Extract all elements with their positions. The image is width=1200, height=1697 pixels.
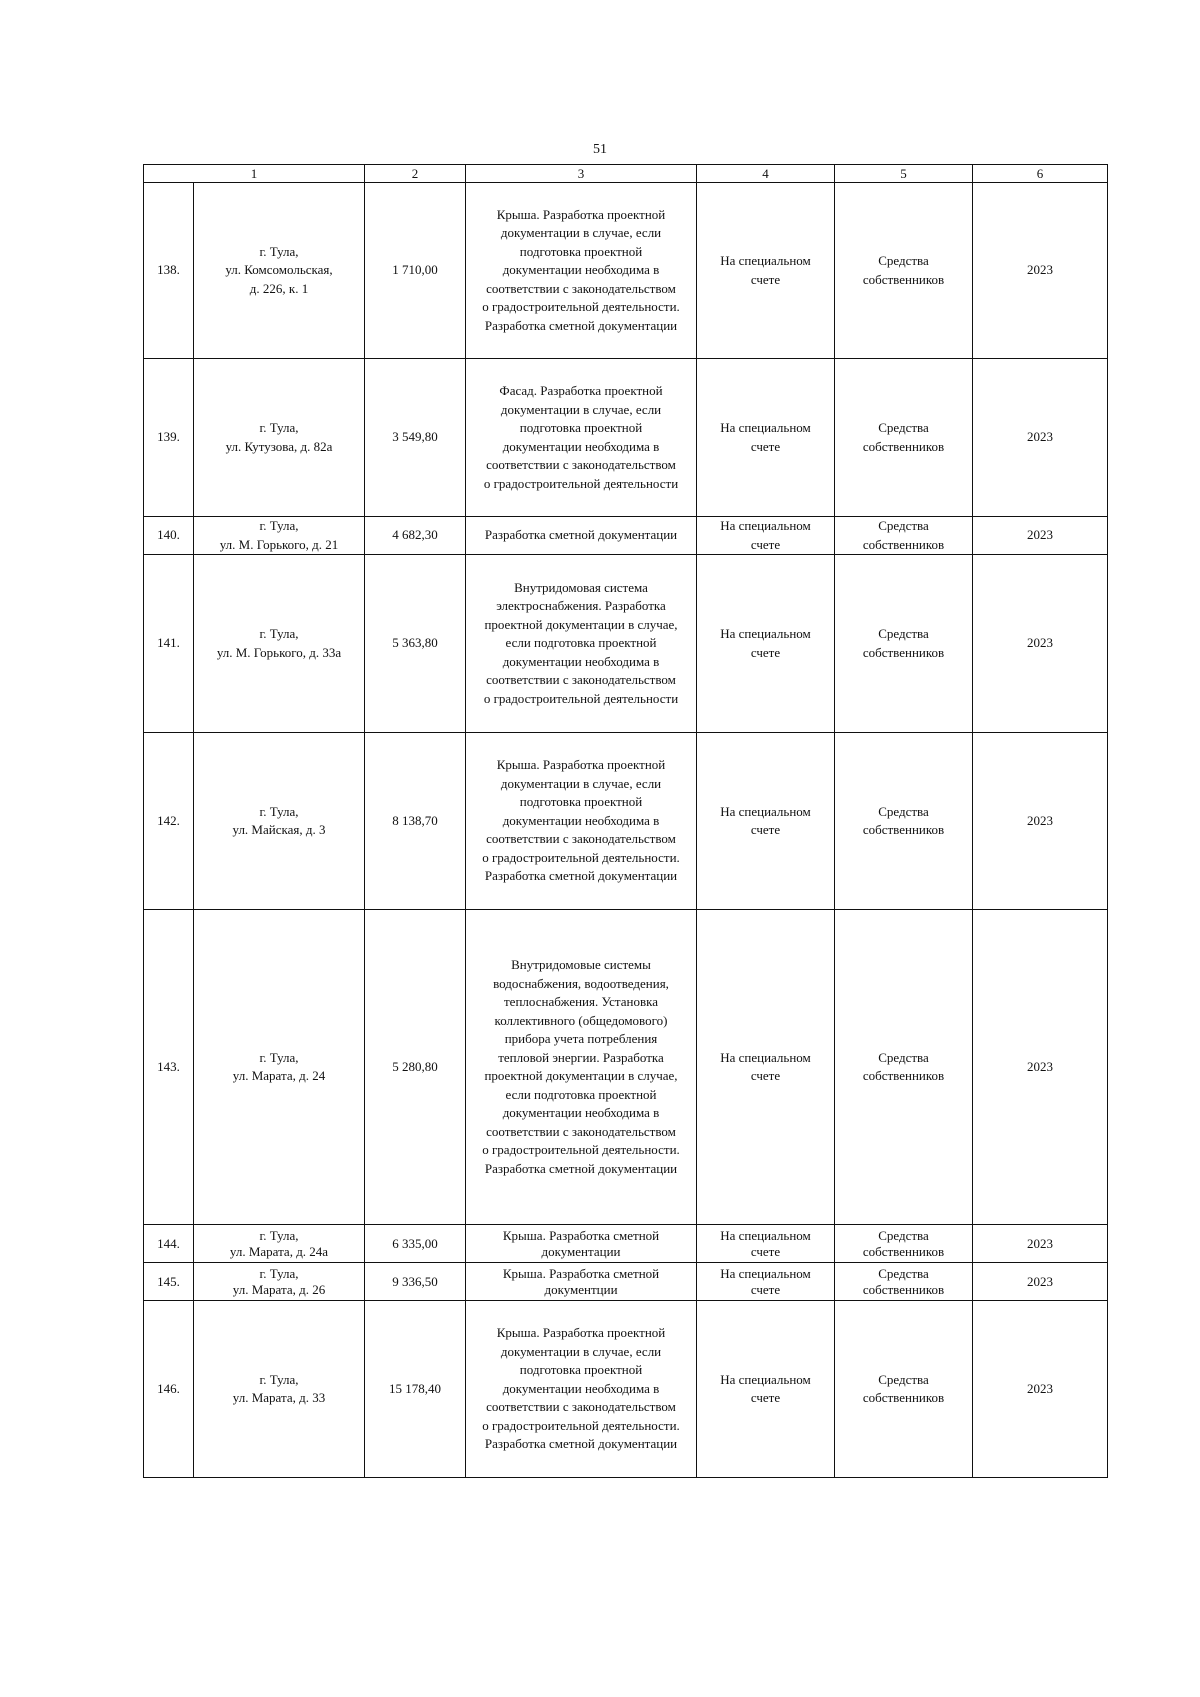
amount-cell: 1 710,00 bbox=[365, 183, 466, 359]
table-row bbox=[144, 359, 1108, 517]
funding-source-cell bbox=[835, 1225, 973, 1263]
work-type-cell bbox=[466, 1225, 697, 1263]
address-cell bbox=[194, 1301, 365, 1478]
address-cell-line: г. Тула, bbox=[259, 518, 299, 533]
funding-source-cell-line: Средства bbox=[878, 803, 929, 819]
work-type-cell-line: документации необходима в bbox=[502, 1105, 660, 1120]
work-type-cell-line: водоснабжения, водоотведения, bbox=[493, 975, 669, 991]
account-cell bbox=[697, 517, 835, 555]
table-row bbox=[144, 733, 1108, 910]
work-type-cell-line: Крыша. Разработка сметной bbox=[502, 1265, 660, 1281]
header-cell-2: 2 bbox=[365, 165, 466, 183]
work-type-cell-line: о градостроительной деятельности bbox=[483, 475, 679, 491]
work-type-cell-line: проектной документации в случае, bbox=[484, 1068, 678, 1083]
work-type-cell-line: документации необходима в bbox=[502, 1380, 660, 1396]
account-cell-line: счете bbox=[750, 536, 781, 552]
funding-source-cell bbox=[835, 555, 973, 733]
work-type-cell-line: Разработка сметной документации bbox=[484, 1436, 678, 1452]
year-cell: 2023 bbox=[973, 910, 1108, 1225]
address-cell-line: г. Тула, bbox=[259, 1227, 299, 1243]
account-cell-line: счете bbox=[750, 1390, 781, 1405]
table-row bbox=[144, 1225, 1108, 1263]
work-type-cell-line: соответствии с законодательством bbox=[486, 1399, 676, 1415]
funding-source-cell-line: собственников bbox=[862, 644, 945, 660]
year-cell: 2023 bbox=[973, 517, 1108, 555]
work-type-cell-line: соответствии с законодательством bbox=[486, 672, 676, 688]
address-cell-line: г. Тула, bbox=[259, 1049, 299, 1065]
account-cell-line: счете bbox=[750, 438, 781, 454]
address-cell bbox=[194, 733, 365, 910]
work-type-cell-line: соответствии с законодательством bbox=[486, 457, 676, 472]
row-number: 142. bbox=[144, 733, 194, 910]
header-cell-4: 4 bbox=[697, 165, 835, 183]
account-cell-line: счете bbox=[750, 1068, 781, 1083]
work-type-cell-line: документации в случае, если bbox=[500, 225, 662, 241]
work-type-cell-line: Крыша. Разработка проектной bbox=[496, 757, 666, 773]
address-cell-line: г. Тула, bbox=[259, 803, 299, 819]
work-type-cell bbox=[466, 517, 697, 555]
table-header-row bbox=[144, 165, 1108, 183]
funding-source-cell-line: собственников bbox=[862, 1390, 945, 1405]
year-cell: 2023 bbox=[973, 183, 1108, 359]
account-cell-line: На специальном bbox=[720, 1049, 811, 1065]
work-type-cell-line: документации в случае, если bbox=[500, 1343, 662, 1359]
work-type-cell-line: теплоснабжения. Установка bbox=[504, 994, 658, 1009]
work-type-cell-line: Разработка сметной документации bbox=[484, 527, 678, 543]
row-number: 144. bbox=[144, 1225, 194, 1263]
header-cell-3: 3 bbox=[466, 165, 697, 183]
work-type-cell-line: Крыша. Разработка проектной bbox=[496, 1325, 666, 1341]
address-cell-line: ул. М. Горького, д. 33а bbox=[216, 644, 342, 660]
funding-source-cell-line: собственников bbox=[862, 271, 945, 287]
header-cell-5: 5 bbox=[835, 165, 973, 183]
address-cell bbox=[194, 910, 365, 1225]
account-cell-line: На специальном bbox=[720, 626, 811, 641]
work-type-cell-line: Внутридомовые системы bbox=[511, 957, 651, 972]
work-type-cell-line: документации в случае, если bbox=[500, 775, 662, 791]
address-cell-line: г. Тула, bbox=[259, 626, 299, 641]
row-number: 140. bbox=[144, 517, 194, 555]
address-cell bbox=[194, 517, 365, 555]
table-row bbox=[144, 517, 1108, 555]
work-type-cell-line: о градостроительной деятельности bbox=[483, 690, 679, 706]
address-cell-line: ул. Комсомольская, bbox=[225, 262, 333, 278]
account-cell-line: На специальном bbox=[720, 1227, 811, 1243]
funding-source-cell-line: Средства bbox=[878, 1371, 929, 1387]
work-type-cell bbox=[466, 1263, 697, 1301]
funding-source-cell bbox=[835, 517, 973, 555]
work-type-cell-line: о градостроительной деятельности. bbox=[482, 1142, 680, 1157]
address-cell-line: ул. Марата, д. 33 bbox=[232, 1390, 326, 1405]
work-type-cell-line: подготовка проектной bbox=[519, 243, 643, 259]
work-type-cell-line: документции bbox=[544, 1281, 618, 1297]
account-cell bbox=[697, 1225, 835, 1263]
address-cell-line: г. Тула, bbox=[259, 243, 299, 259]
account-cell bbox=[697, 733, 835, 910]
funding-source-cell bbox=[835, 1263, 973, 1301]
work-type-cell-line: соответствии с законодательством bbox=[486, 280, 676, 296]
account-cell-line: На специальном bbox=[720, 420, 811, 435]
funding-source-cell-line: собственников bbox=[862, 822, 945, 837]
row-number: 141. bbox=[144, 555, 194, 733]
address-cell-line: ул. М. Горького, д. 21 bbox=[219, 536, 339, 552]
row-number: 138. bbox=[144, 183, 194, 359]
work-type-cell bbox=[466, 1301, 697, 1478]
address-cell-line: ул. Кутузова, д. 82а bbox=[225, 438, 333, 454]
account-cell-line: На специальном bbox=[720, 253, 811, 268]
funding-source-cell-line: собственников bbox=[862, 536, 945, 552]
address-cell-line: г. Тула, bbox=[259, 420, 299, 435]
address-cell-line: ул. Марата, д. 24а bbox=[229, 1243, 329, 1259]
amount-cell: 4 682,30 bbox=[365, 517, 466, 555]
row-number: 139. bbox=[144, 359, 194, 517]
work-type-cell-line: если подготовка проектной bbox=[505, 1086, 657, 1102]
year-cell: 2023 bbox=[973, 1301, 1108, 1478]
work-type-cell-line: подготовка проектной bbox=[519, 420, 643, 435]
account-cell-line: На специальном bbox=[720, 1265, 811, 1281]
work-type-cell-line: тепловой энергии. Разработка bbox=[498, 1049, 664, 1065]
table-row bbox=[144, 910, 1108, 1225]
funding-source-cell-line: Средства bbox=[878, 420, 929, 435]
funding-source-cell-line: Средства bbox=[878, 1265, 929, 1281]
funding-source-cell-line: Средства bbox=[878, 1049, 929, 1065]
row-number: 146. bbox=[144, 1301, 194, 1478]
account-cell-line: счете bbox=[750, 822, 781, 837]
table-row bbox=[144, 1301, 1108, 1478]
address-cell bbox=[194, 1225, 365, 1263]
address-cell-line: г. Тула, bbox=[259, 1265, 299, 1281]
work-type-cell-line: Внутридомовая система bbox=[514, 579, 648, 595]
work-type-cell-line: прибора учета потребления bbox=[504, 1031, 658, 1046]
amount-cell: 3 549,80 bbox=[365, 359, 466, 517]
year-cell: 2023 bbox=[973, 733, 1108, 910]
funding-source-cell-line: собственников bbox=[862, 438, 945, 454]
amount-cell: 15 178,40 bbox=[365, 1301, 466, 1478]
funding-source-cell bbox=[835, 183, 973, 359]
funding-source-cell-line: собственников bbox=[862, 1243, 945, 1259]
amount-cell: 6 335,00 bbox=[365, 1225, 466, 1263]
amount-cell: 5 280,80 bbox=[365, 910, 466, 1225]
work-type-cell-line: документации необходима в bbox=[502, 653, 660, 669]
works-table bbox=[143, 164, 1108, 1478]
account-cell bbox=[697, 183, 835, 359]
address-cell-line: г. Тула, bbox=[259, 1371, 299, 1387]
year-cell: 2023 bbox=[973, 1225, 1108, 1263]
account-cell-line: На специальном bbox=[720, 803, 811, 819]
account-cell bbox=[697, 359, 835, 517]
row-number: 145. bbox=[144, 1263, 194, 1301]
account-cell bbox=[697, 555, 835, 733]
work-type-cell-line: документации bbox=[541, 1243, 621, 1259]
work-type-cell-line: документации необходима в bbox=[502, 812, 660, 828]
work-type-cell-line: Крыша. Разработка проектной bbox=[496, 206, 666, 222]
work-type-cell bbox=[466, 733, 697, 910]
funding-source-cell-line: собственников bbox=[862, 1281, 945, 1297]
work-type-cell-line: подготовка проектной bbox=[519, 794, 643, 810]
work-type-cell-line: подготовка проектной bbox=[519, 1362, 643, 1378]
funding-source-cell bbox=[835, 910, 973, 1225]
year-cell: 2023 bbox=[973, 1263, 1108, 1301]
address-cell bbox=[194, 1263, 365, 1301]
row-number: 143. bbox=[144, 910, 194, 1225]
work-type-cell-line: Фасад. Разработка проектной bbox=[499, 383, 663, 398]
work-type-cell-line: документации в случае, если bbox=[500, 401, 662, 417]
work-type-cell bbox=[466, 183, 697, 359]
funding-source-cell bbox=[835, 359, 973, 517]
work-type-cell-line: электроснабжения. Разработка bbox=[496, 598, 666, 614]
amount-cell: 5 363,80 bbox=[365, 555, 466, 733]
funding-source-cell-line: собственников bbox=[862, 1068, 945, 1083]
work-type-cell-line: соответствии с законодательством bbox=[486, 831, 676, 847]
address-cell-line: д. 226, к. 1 bbox=[249, 280, 309, 296]
work-type-cell-line: о градостроительной деятельности. bbox=[482, 849, 680, 865]
work-type-cell-line: Разработка сметной документации bbox=[484, 1160, 678, 1176]
year-cell: 2023 bbox=[973, 359, 1108, 517]
address-cell-line: ул. Марата, д. 24 bbox=[232, 1068, 326, 1083]
work-type-cell-line: проектной документации в случае, bbox=[484, 616, 678, 632]
funding-source-cell-line: Средства bbox=[878, 626, 929, 641]
funding-source-cell-line: Средства bbox=[878, 1227, 929, 1243]
year-cell: 2023 bbox=[973, 555, 1108, 733]
table-row bbox=[144, 555, 1108, 733]
address-cell bbox=[194, 183, 365, 359]
amount-cell: 9 336,50 bbox=[365, 1263, 466, 1301]
header-cell-1: 1 bbox=[144, 165, 365, 183]
work-type-cell bbox=[466, 555, 697, 733]
table-row bbox=[144, 183, 1108, 359]
work-type-cell-line: Разработка сметной документации bbox=[484, 868, 678, 884]
work-type-cell bbox=[466, 910, 697, 1225]
work-type-cell bbox=[466, 359, 697, 517]
account-cell bbox=[697, 1263, 835, 1301]
work-type-cell-line: если подготовка проектной bbox=[505, 635, 657, 651]
account-cell-line: счете bbox=[750, 644, 781, 660]
work-type-cell-line: коллективного (общедомового) bbox=[494, 1012, 668, 1028]
amount-cell: 8 138,70 bbox=[365, 733, 466, 910]
account-cell bbox=[697, 1301, 835, 1478]
funding-source-cell bbox=[835, 1301, 973, 1478]
funding-source-cell-line: Средства bbox=[878, 253, 929, 268]
work-type-cell-line: документации необходима в bbox=[502, 438, 660, 454]
account-cell-line: счете bbox=[750, 271, 781, 287]
address-cell bbox=[194, 555, 365, 733]
work-type-cell-line: соответствии с законодательством bbox=[486, 1123, 676, 1139]
account-cell-line: счете bbox=[750, 1281, 781, 1297]
account-cell-line: На специальном bbox=[720, 1371, 811, 1387]
header-cell-6: 6 bbox=[973, 165, 1108, 183]
address-cell-line: ул. Майская, д. 3 bbox=[232, 822, 326, 837]
work-type-cell-line: о градостроительной деятельности. bbox=[482, 299, 680, 315]
address-cell-line: ул. Марата, д. 26 bbox=[232, 1281, 326, 1297]
account-cell-line: счете bbox=[750, 1243, 781, 1259]
account-cell-line: На специальном bbox=[720, 518, 811, 533]
account-cell bbox=[697, 910, 835, 1225]
work-type-cell-line: о градостроительной деятельности. bbox=[482, 1417, 680, 1433]
table-row bbox=[144, 1263, 1108, 1301]
address-cell bbox=[194, 359, 365, 517]
funding-source-cell-line: Средства bbox=[878, 518, 929, 533]
work-type-cell-line: Крыша. Разработка сметной bbox=[502, 1227, 660, 1243]
page-number: 51 bbox=[593, 142, 607, 157]
funding-source-cell bbox=[835, 733, 973, 910]
work-type-cell-line: документации необходима в bbox=[502, 262, 660, 278]
work-type-cell-line: Разработка сметной документации bbox=[484, 317, 678, 333]
